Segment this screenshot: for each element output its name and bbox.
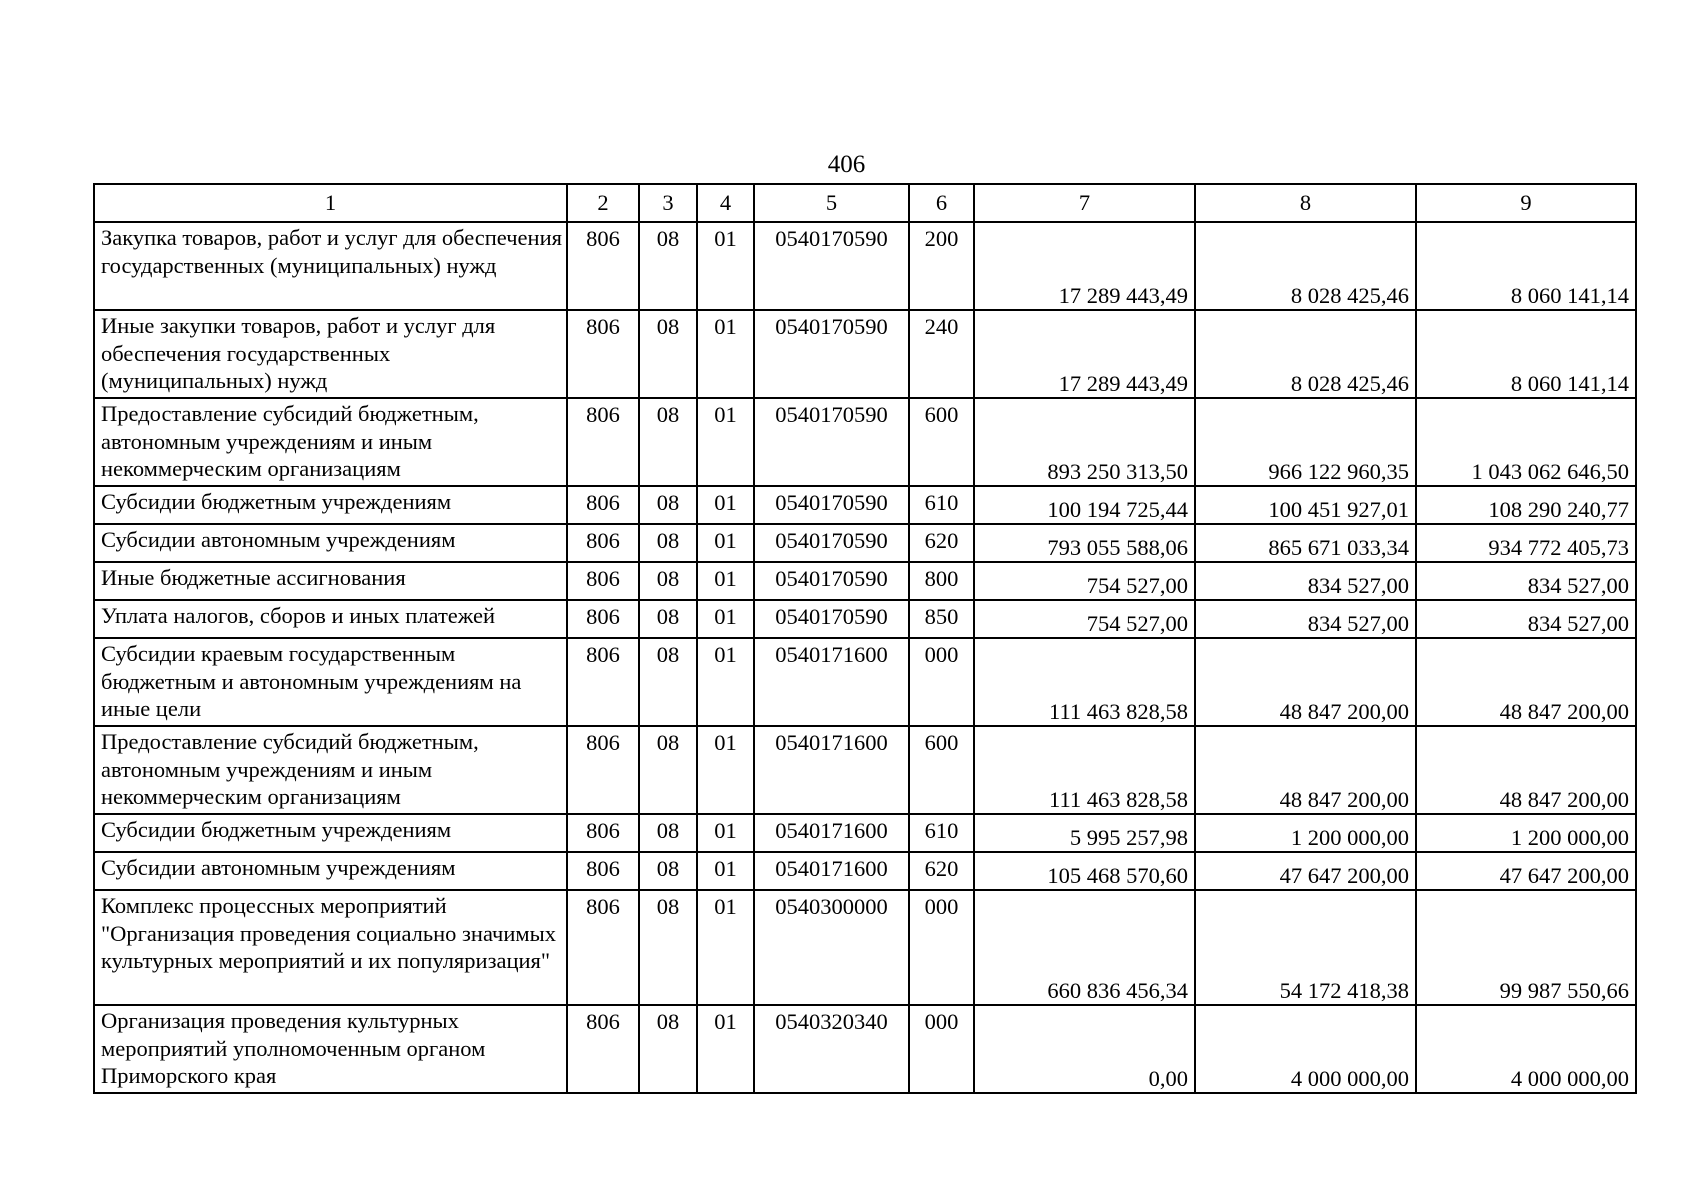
code-cell: 01 bbox=[697, 1005, 754, 1093]
code-cell: 01 bbox=[697, 600, 754, 638]
row-name: Закупка товаров, работ и услуг для обеспечения государственных (муниципальных) нужд bbox=[94, 222, 567, 310]
table-row bbox=[94, 310, 1636, 398]
code-cell: 806 bbox=[567, 524, 639, 562]
column-header: 7 bbox=[974, 184, 1195, 222]
code-cell: 850 bbox=[909, 600, 974, 638]
table-row bbox=[94, 562, 1636, 600]
amount-cell: 8 060 141,14 bbox=[1416, 310, 1636, 398]
code-cell: 806 bbox=[567, 310, 639, 398]
amount-cell: 5 995 257,98 bbox=[974, 814, 1195, 852]
code-cell: 01 bbox=[697, 726, 754, 814]
code-cell: 806 bbox=[567, 486, 639, 524]
column-header: 6 bbox=[909, 184, 974, 222]
amount-cell: 834 527,00 bbox=[1195, 562, 1416, 600]
code-cell: 806 bbox=[567, 726, 639, 814]
amount-cell: 48 847 200,00 bbox=[1195, 638, 1416, 726]
code-cell: 0540170590 bbox=[754, 222, 909, 310]
code-cell: 000 bbox=[909, 890, 974, 1005]
amount-cell: 47 647 200,00 bbox=[1416, 852, 1636, 890]
amount-cell: 105 468 570,60 bbox=[974, 852, 1195, 890]
code-cell: 08 bbox=[639, 852, 697, 890]
row-name: Комплекс процессных мероприятий "Организация проведения социально значимых культурных мероприятий и их популяризация" bbox=[94, 890, 567, 1005]
amount-cell: 48 847 200,00 bbox=[1416, 726, 1636, 814]
code-cell: 01 bbox=[697, 638, 754, 726]
row-name: Субсидии бюджетным учреждениям bbox=[94, 814, 567, 852]
amount-cell: 8 028 425,46 bbox=[1195, 310, 1416, 398]
code-cell: 08 bbox=[639, 890, 697, 1005]
amount-cell: 100 194 725,44 bbox=[974, 486, 1195, 524]
amount-cell: 17 289 443,49 bbox=[974, 222, 1195, 310]
code-cell: 08 bbox=[639, 398, 697, 486]
code-cell: 620 bbox=[909, 524, 974, 562]
code-cell: 610 bbox=[909, 814, 974, 852]
column-header: 1 bbox=[94, 184, 567, 222]
code-cell: 01 bbox=[697, 524, 754, 562]
amount-cell: 99 987 550,66 bbox=[1416, 890, 1636, 1005]
code-cell: 240 bbox=[909, 310, 974, 398]
row-name: Иные бюджетные ассигнования bbox=[94, 562, 567, 600]
amount-cell: 934 772 405,73 bbox=[1416, 524, 1636, 562]
amount-cell: 1 200 000,00 bbox=[1416, 814, 1636, 852]
code-cell: 000 bbox=[909, 638, 974, 726]
amount-cell: 48 847 200,00 bbox=[1416, 638, 1636, 726]
code-cell: 0540170590 bbox=[754, 398, 909, 486]
code-cell: 08 bbox=[639, 726, 697, 814]
code-cell: 0540170590 bbox=[754, 524, 909, 562]
row-name: Субсидии автономным учреждениям bbox=[94, 852, 567, 890]
amount-cell: 865 671 033,34 bbox=[1195, 524, 1416, 562]
row-name: Организация проведения культурных мероприятий уполномоченным органом Приморского края bbox=[94, 1005, 567, 1093]
code-cell: 01 bbox=[697, 222, 754, 310]
amount-cell: 54 172 418,38 bbox=[1195, 890, 1416, 1005]
code-cell: 08 bbox=[639, 222, 697, 310]
amount-cell: 893 250 313,50 bbox=[974, 398, 1195, 486]
row-name: Уплата налогов, сборов и иных платежей bbox=[94, 600, 567, 638]
code-cell: 08 bbox=[639, 562, 697, 600]
code-cell: 08 bbox=[639, 600, 697, 638]
budget-table bbox=[93, 183, 1637, 1094]
amount-cell: 834 527,00 bbox=[1416, 562, 1636, 600]
amount-cell: 966 122 960,35 bbox=[1195, 398, 1416, 486]
page-number: 406 bbox=[827, 151, 866, 178]
code-cell: 600 bbox=[909, 726, 974, 814]
column-header: 9 bbox=[1416, 184, 1636, 222]
code-cell: 01 bbox=[697, 890, 754, 1005]
amount-cell: 660 836 456,34 bbox=[974, 890, 1195, 1005]
code-cell: 01 bbox=[697, 486, 754, 524]
row-name: Иные закупки товаров, работ и услуг для обеспечения государственных (муниципальных) нужд bbox=[94, 310, 567, 398]
code-cell: 0540171600 bbox=[754, 852, 909, 890]
column-header: 4 bbox=[697, 184, 754, 222]
amount-cell: 754 527,00 bbox=[974, 562, 1195, 600]
code-cell: 01 bbox=[697, 814, 754, 852]
amount-cell: 754 527,00 bbox=[974, 600, 1195, 638]
amount-cell: 48 847 200,00 bbox=[1195, 726, 1416, 814]
code-cell: 806 bbox=[567, 890, 639, 1005]
code-cell: 600 bbox=[909, 398, 974, 486]
amount-cell: 100 451 927,01 bbox=[1195, 486, 1416, 524]
amount-cell: 108 290 240,77 bbox=[1416, 486, 1636, 524]
table-row bbox=[94, 524, 1636, 562]
amount-cell: 1 200 000,00 bbox=[1195, 814, 1416, 852]
amount-cell: 1 043 062 646,50 bbox=[1416, 398, 1636, 486]
code-cell: 806 bbox=[567, 600, 639, 638]
table-row bbox=[94, 890, 1636, 1005]
code-cell: 806 bbox=[567, 852, 639, 890]
code-cell: 0540170590 bbox=[754, 486, 909, 524]
table-row bbox=[94, 1005, 1636, 1093]
code-cell: 0540300000 bbox=[754, 890, 909, 1005]
code-cell: 806 bbox=[567, 398, 639, 486]
row-name: Предоставление субсидий бюджетным, автономным учреждениям и иным некоммерческим организациям bbox=[94, 398, 567, 486]
amount-cell: 47 647 200,00 bbox=[1195, 852, 1416, 890]
amount-cell: 8 028 425,46 bbox=[1195, 222, 1416, 310]
code-cell: 0540171600 bbox=[754, 638, 909, 726]
code-cell: 000 bbox=[909, 1005, 974, 1093]
code-cell: 0540170590 bbox=[754, 600, 909, 638]
row-name: Субсидии краевым государственным бюджетным и автономным учреждениям на иные цели bbox=[94, 638, 567, 726]
code-cell: 806 bbox=[567, 1005, 639, 1093]
column-header: 5 bbox=[754, 184, 909, 222]
table-row bbox=[94, 814, 1636, 852]
row-name: Предоставление субсидий бюджетным, автономным учреждениям и иным некоммерческим организациям bbox=[94, 726, 567, 814]
table-row bbox=[94, 638, 1636, 726]
column-header: 2 bbox=[567, 184, 639, 222]
amount-cell: 8 060 141,14 bbox=[1416, 222, 1636, 310]
code-cell: 01 bbox=[697, 562, 754, 600]
code-cell: 01 bbox=[697, 398, 754, 486]
code-cell: 620 bbox=[909, 852, 974, 890]
amount-cell: 834 527,00 bbox=[1195, 600, 1416, 638]
code-cell: 0540320340 bbox=[754, 1005, 909, 1093]
table-row bbox=[94, 726, 1636, 814]
code-cell: 0540170590 bbox=[754, 310, 909, 398]
amount-cell: 4 000 000,00 bbox=[1195, 1005, 1416, 1093]
table-row bbox=[94, 222, 1636, 310]
amount-cell: 111 463 828,58 bbox=[974, 726, 1195, 814]
code-cell: 610 bbox=[909, 486, 974, 524]
code-cell: 08 bbox=[639, 310, 697, 398]
row-name: Субсидии автономным учреждениям bbox=[94, 524, 567, 562]
code-cell: 806 bbox=[567, 222, 639, 310]
code-cell: 01 bbox=[697, 852, 754, 890]
amount-cell: 4 000 000,00 bbox=[1416, 1005, 1636, 1093]
code-cell: 08 bbox=[639, 524, 697, 562]
code-cell: 800 bbox=[909, 562, 974, 600]
code-cell: 200 bbox=[909, 222, 974, 310]
amount-cell: 793 055 588,06 bbox=[974, 524, 1195, 562]
row-name: Субсидии бюджетным учреждениям bbox=[94, 486, 567, 524]
column-header: 8 bbox=[1195, 184, 1416, 222]
amount-cell: 834 527,00 bbox=[1416, 600, 1636, 638]
code-cell: 806 bbox=[567, 562, 639, 600]
code-cell: 08 bbox=[639, 486, 697, 524]
code-cell: 0540170590 bbox=[754, 562, 909, 600]
code-cell: 806 bbox=[567, 638, 639, 726]
header-row bbox=[94, 184, 1636, 222]
code-cell: 08 bbox=[639, 814, 697, 852]
table-row bbox=[94, 486, 1636, 524]
code-cell: 08 bbox=[639, 638, 697, 726]
table-row bbox=[94, 600, 1636, 638]
column-header: 3 bbox=[639, 184, 697, 222]
table-row bbox=[94, 852, 1636, 890]
code-cell: 08 bbox=[639, 1005, 697, 1093]
amount-cell: 0,00 bbox=[974, 1005, 1195, 1093]
code-cell: 0540171600 bbox=[754, 814, 909, 852]
amount-cell: 111 463 828,58 bbox=[974, 638, 1195, 726]
amount-cell: 17 289 443,49 bbox=[974, 310, 1195, 398]
code-cell: 0540171600 bbox=[754, 726, 909, 814]
code-cell: 01 bbox=[697, 310, 754, 398]
code-cell: 806 bbox=[567, 814, 639, 852]
table-row bbox=[94, 398, 1636, 486]
